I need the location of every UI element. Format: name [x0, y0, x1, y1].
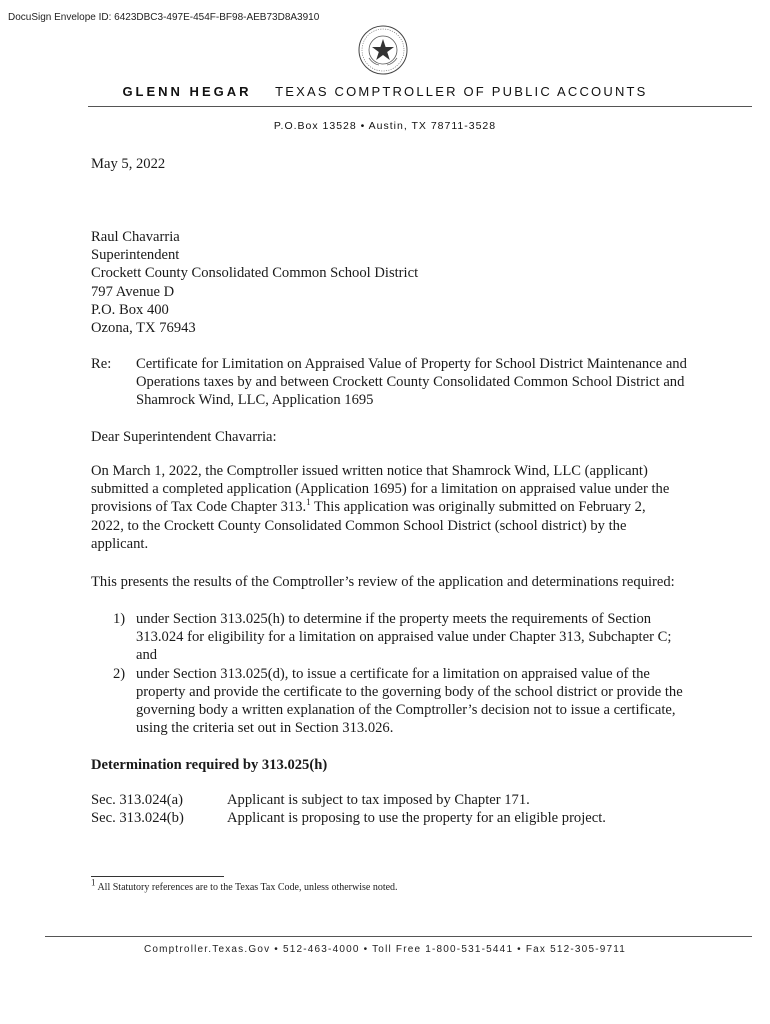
determinations-list — [91, 610, 691, 737]
recipient-line: P.O. Box 400 — [91, 301, 169, 318]
comptroller-name: GLENN HEGAR — [122, 84, 252, 99]
list-item — [91, 610, 691, 665]
recipient-line: Raul Chavarria — [91, 229, 180, 245]
intro-paragraph — [91, 462, 681, 553]
footnote-reference: 1 — [306, 497, 311, 508]
recipient-line: Ozona, TX 76943 — [91, 320, 196, 337]
texas-seal-icon — [357, 24, 409, 76]
finding-text: Applicant is subject to tax imposed by Chapter 171. — [227, 792, 530, 808]
letter-date: May 5, 2022 — [91, 156, 166, 172]
letterhead — [0, 84, 770, 99]
footnote-mark: 1 — [91, 877, 96, 888]
recipient-address — [91, 228, 418, 337]
finding-section: Sec. 313.024(b) — [91, 810, 184, 827]
intro-text-continued: This application was originally submitted on February 2, 2022, to the Crockett County Consolidated Common School District (school district) by the applicant. — [91, 499, 646, 552]
recipient-line: Superintendent — [91, 247, 180, 264]
list-number: 1) — [113, 611, 126, 627]
finding-section: Sec. 313.024(a) — [91, 792, 183, 808]
intro-text: On March 1, 2022, the Comptroller issued written notice that Shamrock Wind, LLC (applicant) submitted a completed application (Application 1695) for a limitation on appraised value under the provisions of Tax Code Chapter 313. — [91, 463, 670, 516]
recipient-line: Crockett County Consolidated Common School District — [91, 265, 419, 282]
office-address: P.O.Box 13528 • Austin, TX 78711-3528 — [273, 120, 497, 132]
footnote — [91, 877, 398, 893]
finding-row — [91, 809, 691, 827]
list-item — [91, 665, 691, 738]
list-text: under Section 313.025(d), to issue a certificate for a limitation on appraised value of the property and provide the certificate to the governing body of the school district or provide the governing body a written explanation of the Comptroller’s decision not to issue a certificate, using the criteria set out in Section 313.026. — [136, 665, 683, 737]
section-findings — [91, 791, 691, 827]
footnote-text: All Statutory references are to the Texas Tax Code, unless otherwise noted. — [95, 882, 398, 893]
office-name: TEXAS COMPTROLLER OF PUBLIC ACCOUNTS — [275, 84, 648, 99]
footer-divider — [45, 936, 752, 937]
list-number: 2) — [113, 665, 126, 682]
footnote-divider — [91, 876, 224, 877]
docusign-envelope-id: DocuSign Envelope ID: 6423DBC3-497E-454F-BF98-AEB73D8A3910 — [8, 12, 320, 23]
subject-text: Certificate for Limitation on Appraised Value of Property for School District Maintenance and Operations taxes by and between Crockett County Consolidated Common School District and Shamrock Wind, LLC, Application 1695 — [136, 356, 687, 409]
finding-text: Applicant is proposing to use the property for an eligible project. — [227, 810, 606, 827]
review-paragraph: This presents the results of the Comptroller’s review of the application and determinations required: — [91, 574, 675, 590]
contact-footer: Comptroller.Texas.Gov • 512-463-4000 • Toll Free 1-800-531-5441 • Fax 512-305-9711 — [143, 944, 627, 955]
subject-label: Re: — [91, 356, 112, 372]
recipient-line: 797 Avenue D — [91, 283, 175, 300]
salutation: Dear Superintendent Chavarria: — [91, 429, 277, 445]
header-divider — [88, 106, 752, 107]
list-text: under Section 313.025(h) to determine if the property meets the requirements of Section 313.024 for eligibility for a limitation on appraised value under Chapter 313, Subchapter C; and — [136, 611, 672, 664]
section-heading: Determination required by 313.025(h) — [91, 757, 328, 773]
finding-row — [91, 791, 691, 809]
